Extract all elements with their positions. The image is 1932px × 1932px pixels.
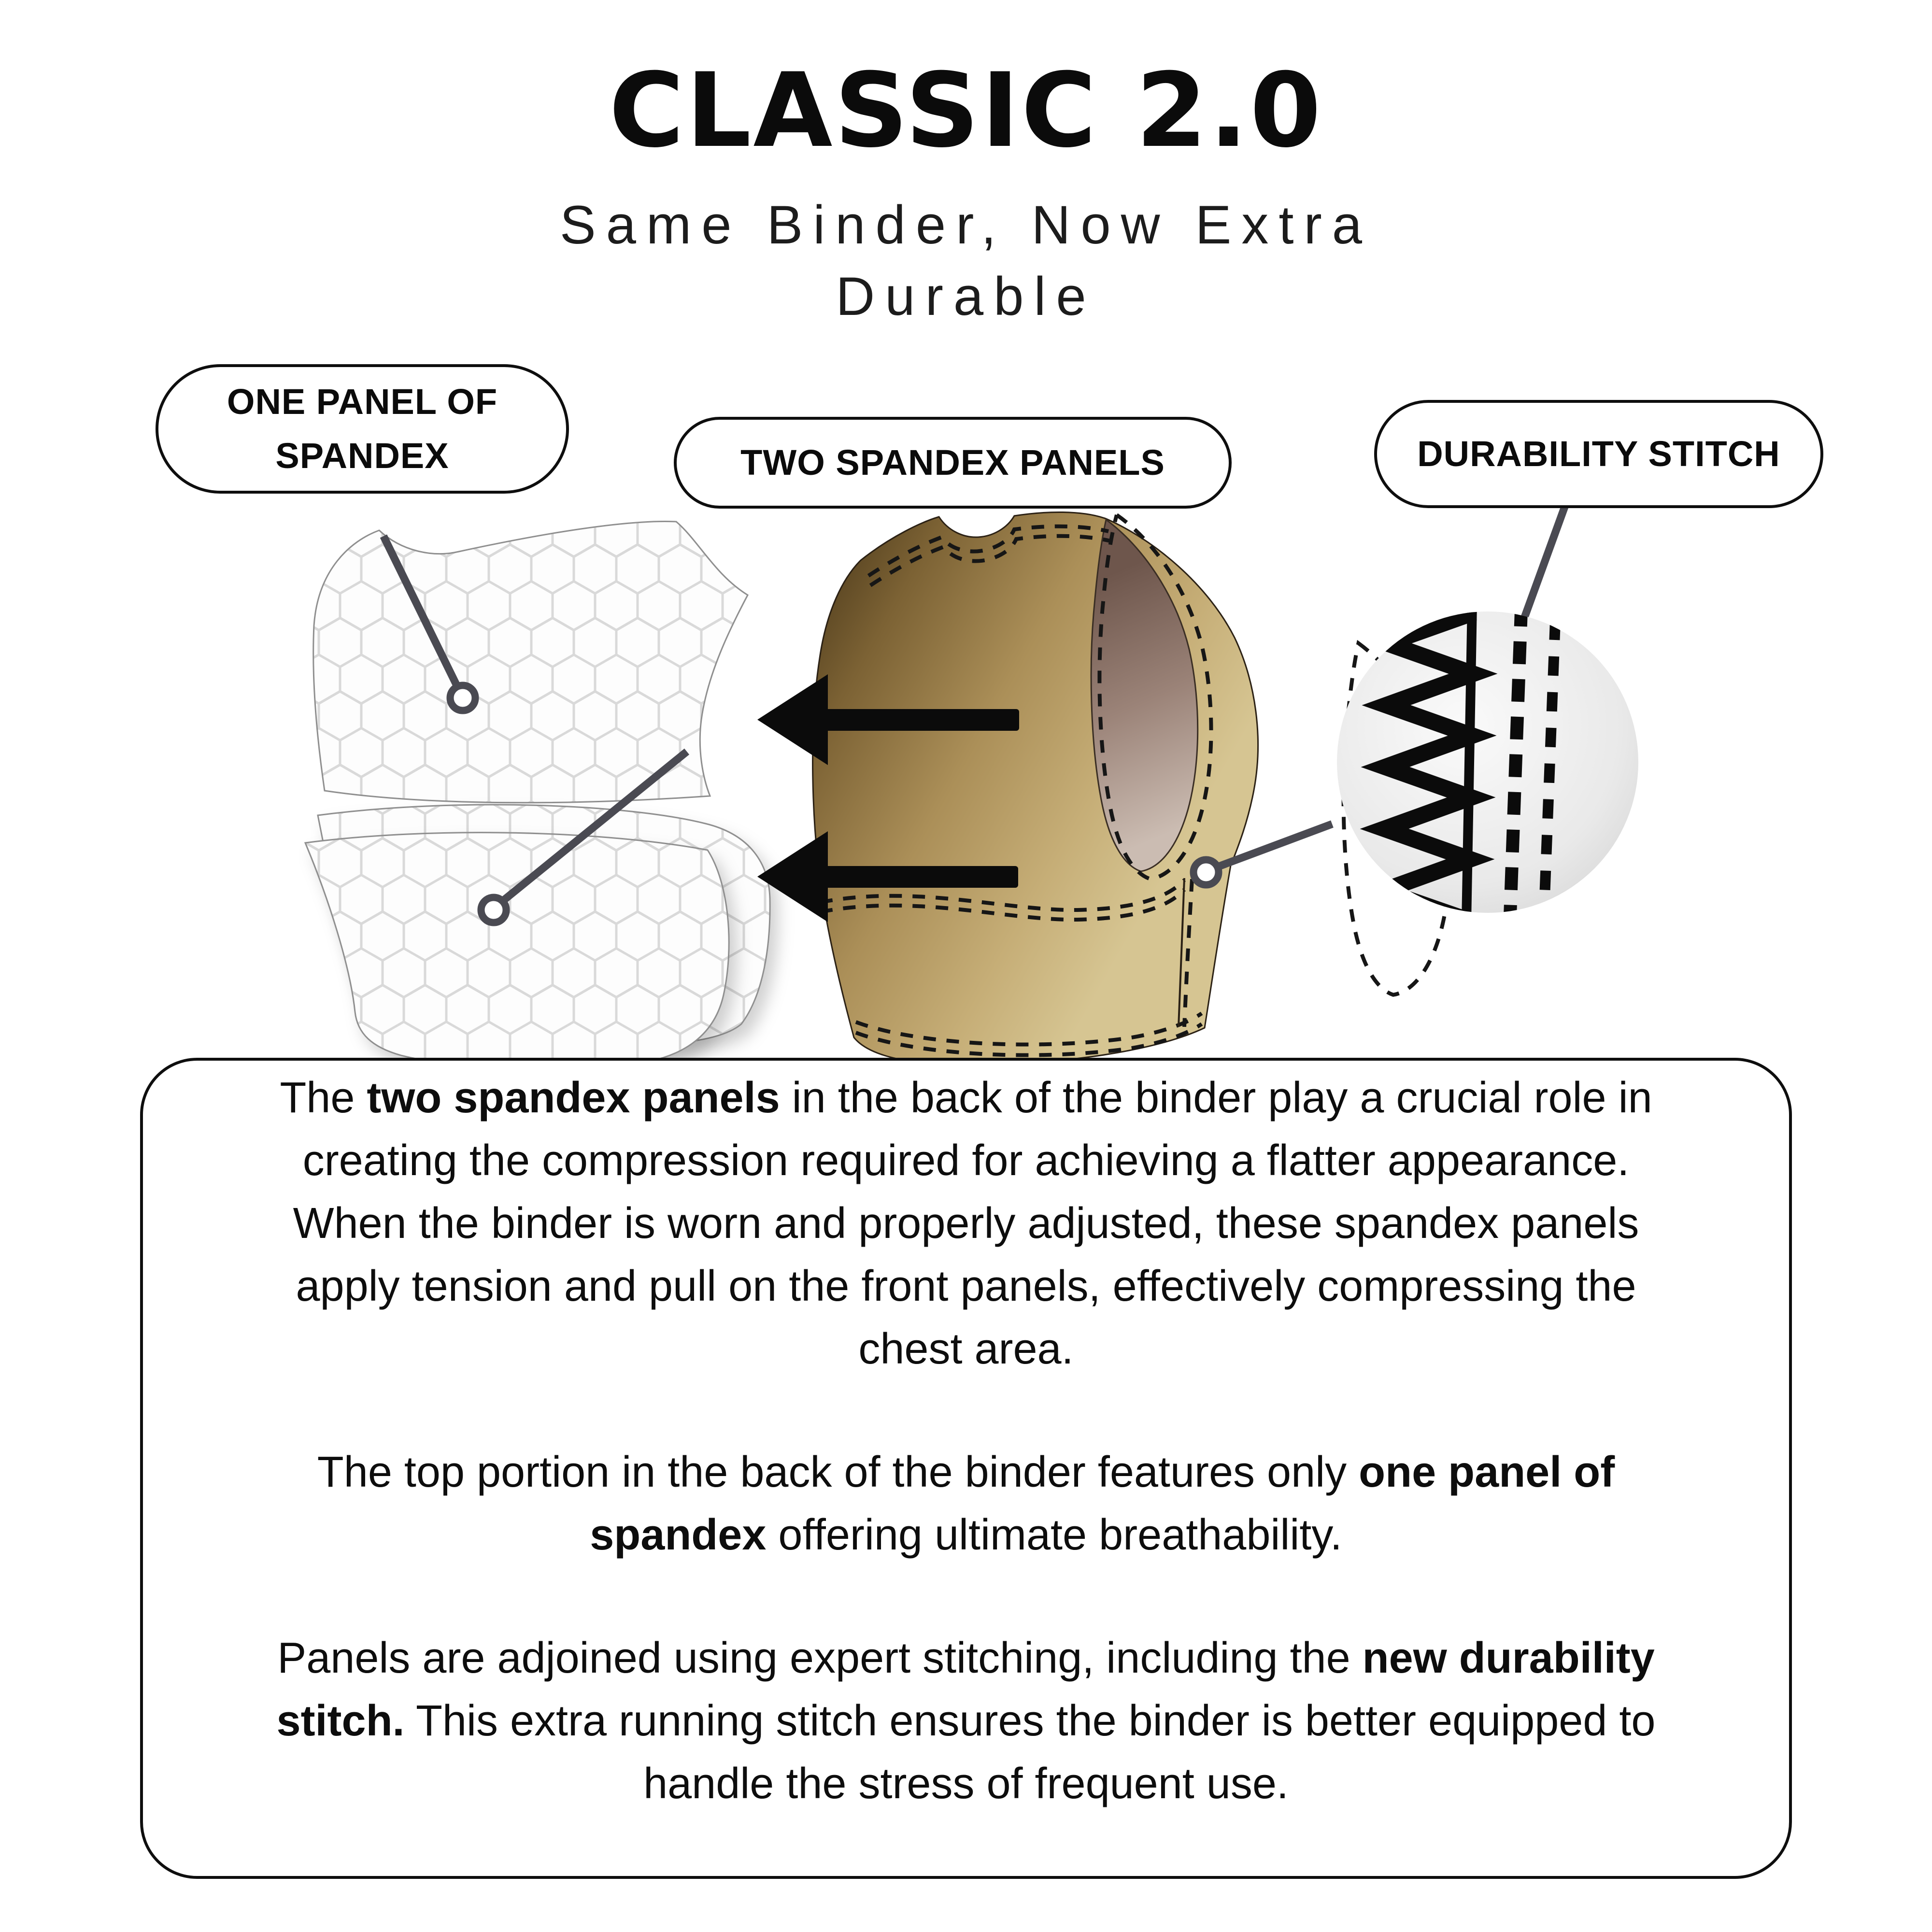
paragraph — [157, 1441, 1775, 1566]
text-line: chest area. — [858, 1325, 1074, 1373]
text-line: The top portion in the back of the binder features only one panel of — [317, 1448, 1615, 1496]
zigzag-spine — [1466, 604, 1472, 923]
text-line: stitch. This extra running stitch ensures the binder is better equipped to — [276, 1697, 1656, 1745]
pointer-ring-icon — [481, 897, 506, 923]
text-line: spandex offering ultimate breathability. — [590, 1511, 1342, 1559]
label-one-panel-of-spandex — [156, 364, 569, 494]
text-line: The two spandex panels in the back of the binder play a crucial role in — [280, 1074, 1652, 1122]
pointer-ring-icon — [450, 685, 475, 710]
label-two-spandex-panels — [674, 417, 1232, 509]
label-text: ONE PANEL OF SPANDEX — [227, 382, 498, 476]
label-text: DURABILITY STITCH — [1417, 434, 1780, 474]
text-line: creating the compression required for achieving a flatter appearance. — [302, 1136, 1630, 1185]
back-panels-illustration — [305, 521, 770, 1068]
paragraph — [157, 1627, 1775, 1815]
label-durability-stitch — [1374, 400, 1823, 508]
upper-back-panel — [313, 521, 748, 802]
stitch-detail-illustration — [1337, 490, 1638, 923]
durability-label-pointer — [1522, 490, 1571, 623]
text-line: When the binder is worn and properly adjusted, these spandex panels — [293, 1199, 1639, 1248]
text-line: apply tension and pull on the front panels, effectively compressing the — [296, 1262, 1636, 1310]
text-line: Panels are adjoined using expert stitching, including the new durability — [277, 1634, 1655, 1682]
text-line: handle the stress of frequent use. — [643, 1760, 1289, 1808]
paragraph — [157, 1066, 1775, 1380]
label-text: TWO SPANDEX PANELS — [740, 442, 1165, 483]
description-box — [140, 1058, 1792, 1879]
pointer-ring-icon — [1193, 860, 1219, 885]
page-subtitle: Same Binder, Now Extra Durable — [559, 195, 1373, 327]
lower-back-panel-front — [305, 833, 729, 1069]
page-title: CLASSIC 2.0 — [609, 51, 1323, 170]
